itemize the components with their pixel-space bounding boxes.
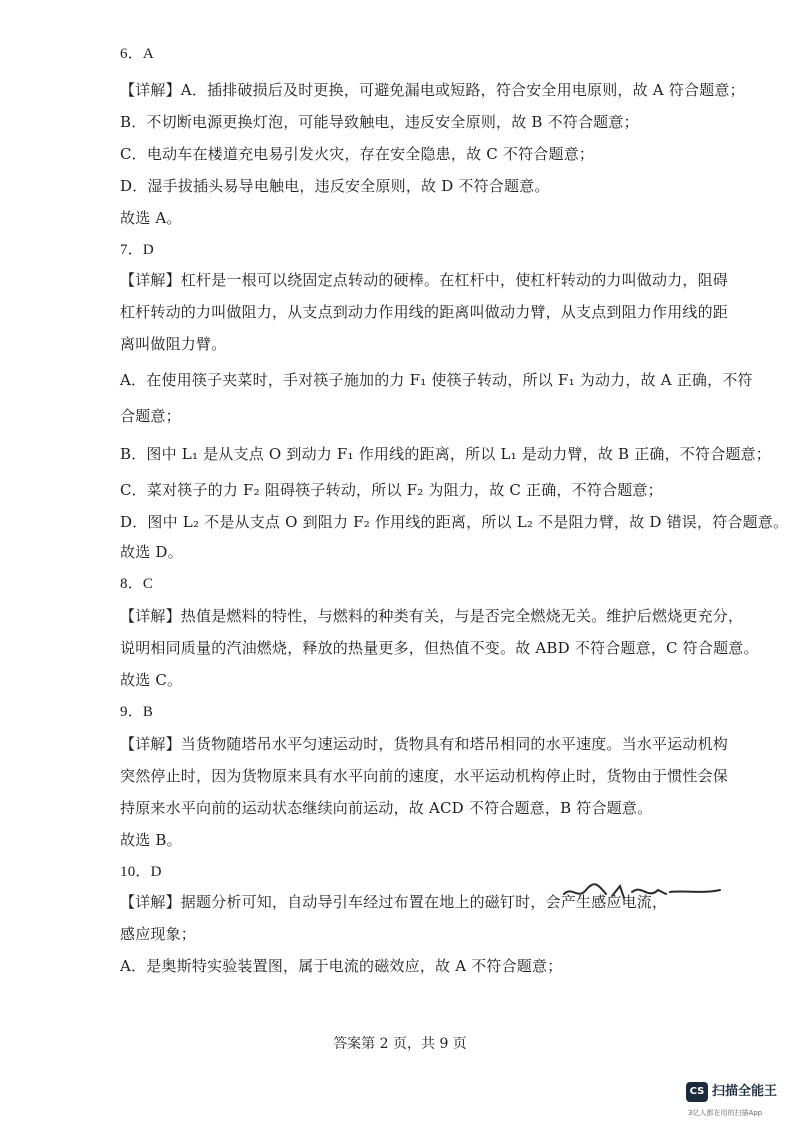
text-line: 故选 C。	[120, 671, 183, 689]
camscanner-watermark	[686, 1082, 796, 1128]
text-line: C．菜对筷子的力 F₂ 阻碍筷子转动，所以 F₂ 为阻力，故 C 正确，不符合题意；	[120, 481, 663, 499]
text-line: 【详解】热值是燃料的特性，与燃料的种类有关，与是否完全燃烧无关。维护后燃烧更充分，	[120, 607, 744, 625]
text-line: 【详解】杠杆是一根可以绕固定点转动的硬棒。在杠杆中，使杠杆转动的力叫做动力，阻碍	[120, 271, 729, 289]
text-line: 离叫做阻力臂。	[120, 335, 227, 353]
text-line: 8．C	[120, 576, 154, 592]
text-line: 故选 A。	[120, 209, 182, 227]
text-line: 【详解】当货物随塔吊水平匀速运动时，货物具有和塔吊相同的水平速度。当水平运动机构	[120, 735, 729, 753]
text-line: 感应现象；	[120, 925, 197, 943]
text-line: B．不切断电源更换灯泡，可能导致触电，违反安全原则，故 B 不符合题意；	[120, 113, 639, 131]
page-footer: 答案第 2 页，共 9 页	[333, 1036, 467, 1052]
text-line: A．在使用筷子夹菜时，手对筷子施加的力 F₁ 使筷子转动，所以 F₁ 为动力，故 A 正确，不符	[120, 371, 753, 389]
text-line: 6．A	[120, 46, 154, 62]
text-line: A．是奥斯特实验装置图，属于电流的磁效应，故 A 不符合题意；	[120, 957, 563, 975]
text-line: 【详解】据题分析可知，自动导引车经过布置在地上的磁钉时，会产生感应电流，	[120, 893, 668, 911]
text-line: 说明相同质量的汽油燃烧，释放的热量更多，但热值不变。故 ABD 不符合题意，C 符合题意。	[120, 639, 759, 657]
text-line: C．电动车在楼道充电易引发火灾，存在安全隐患，故 C 不符合题意；	[120, 145, 595, 163]
text-line: B．图中 L₁ 是从支点 O 到动力 F₁ 作用线的距离，所以 L₁ 是动力臂，故 B 正确，不符合题意；	[120, 445, 771, 463]
text-line: 持原来水平向前的运动状态继续向前运动，故 ACD 不符合题意，B 符合题意。	[120, 799, 653, 817]
text-line: 合题意；	[120, 407, 181, 425]
text-line: 10．D	[120, 864, 162, 880]
text-line: 【详解】A．插排破损后及时更换，可避免漏电或短路，符合安全用电原则，故 A 符合题意；	[120, 81, 745, 99]
text-line: D．图中 L₂ 不是从支点 O 到阻力 F₂ 作用线的距离，所以 L₂ 不是阻力臂，故 D 错误，符合题意。	[120, 513, 789, 531]
text-line: 故选 B。	[120, 831, 182, 849]
text-line: 故选 D。	[120, 543, 183, 561]
text-line: D．湿手拔插头易导电触电，违反安全原则，故 D 不符合题意。	[120, 177, 550, 195]
brand-name: 扫描全能王	[712, 1084, 778, 1099]
text-line: 9．B	[120, 704, 154, 720]
camscanner-logo-icon: CS	[686, 1082, 708, 1102]
text-line: 突然停止时，因为货物原来具有水平向前的速度，水平运动机构停止时，货物由于惯性会保	[120, 767, 729, 785]
brand-tagline: 3亿人都在用的扫描App	[688, 1109, 763, 1117]
text-line: 杠杆转动的力叫做阻力，从支点到动力作用线的距离叫做动力臂，从支点到阻力作用线的距	[120, 303, 729, 321]
handwritten-scribble	[562, 880, 722, 904]
text-line: 7．D	[120, 242, 154, 258]
